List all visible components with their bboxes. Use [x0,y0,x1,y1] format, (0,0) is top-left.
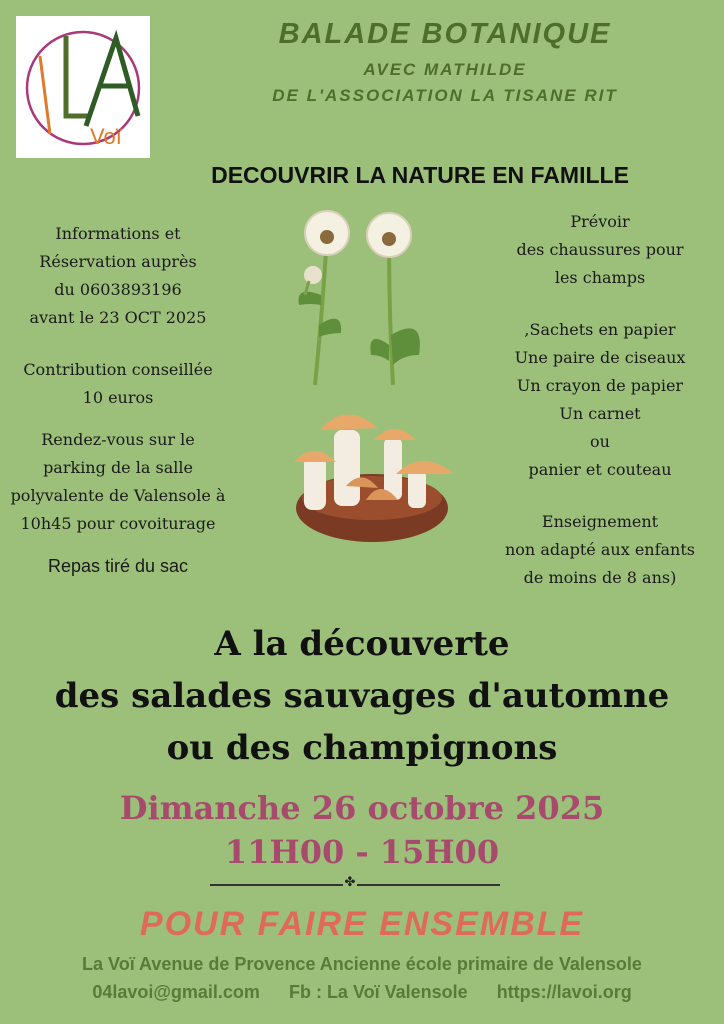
item-line: Une paire de ciseaux [514,348,686,367]
poster-subtitle-1: AVEC MATHILDE [363,60,527,79]
prevoir-line: des chaussures pour [516,240,684,259]
dandelion-left [298,211,349,385]
title-block [230,18,660,109]
main-title [20,618,704,774]
svg-text:Voï: Voï [90,124,122,149]
item-line: ou [590,432,610,451]
info-line: Réservation auprès [39,252,197,271]
poster-subtitle-2: DE L'ASSOCIATION LA TISANE RIT [272,86,618,105]
dandelion-illustration [285,205,435,390]
contribution-amount: 10 euros [82,388,154,407]
footer-contacts [10,982,714,1003]
footer-email: 04lavoi@gmail.com [92,982,260,1002]
info-line: Informations et [55,224,181,243]
item-line: Un crayon de papier [516,376,684,395]
right-column [480,208,720,592]
footer-website: https://lavoi.org [496,982,632,1002]
event-hours: 11H00 - 15H00 [224,833,500,871]
logo-graphic [16,16,150,158]
rendezvous-line: parking de la salle [43,458,193,477]
mushroom-basket-illustration [290,400,460,550]
note-line: Enseignement [541,512,659,531]
logo [16,16,150,158]
footer-address: La Voï Avenue de Provence Ancienne école primaire de Valensole [82,954,642,974]
item-line: Un carnet [559,404,641,423]
item-line: panier et couteau [528,460,672,479]
left-column [8,220,228,580]
tagline: POUR FAIRE ENSEMBLE [139,905,585,943]
repas-line: Repas tiré du sac [47,556,189,576]
ornament-icon: ✤ [344,875,356,890]
main-title-line: des salades sauvages d'automne [54,676,670,716]
prevoir-line: Prévoir [570,212,630,231]
item-line: ,Sachets en papier [524,320,676,339]
footer-facebook: Fb : La Voï Valensole [288,982,468,1002]
poster-title: BALADE BOTANIQUE [278,18,612,50]
rendezvous-line: Rendez-vous sur le [41,430,195,449]
rendezvous-line: 10h45 pour covoiturage [20,514,216,533]
note-line: non adapté aux enfants [504,540,695,559]
event-date [20,786,704,874]
phone-line: du 0603893196 [54,280,182,299]
rendezvous-line: polyvalente de Valensole à [10,486,226,505]
deadline-line: avant le 23 OCT 2025 [29,308,207,327]
main-title-line: ou des champignons [166,728,558,768]
dandelion-right [367,213,420,385]
section-heading: DECOUVRIR LA NATURE EN FAMILLE [211,162,629,188]
contribution-line: Contribution conseillée [23,360,213,379]
main-title-line: A la découverte [214,624,510,664]
note-line: de moins de 8 ans) [523,568,677,587]
event-day: Dimanche 26 octobre 2025 [119,789,605,827]
prevoir-line: les champs [554,268,646,287]
